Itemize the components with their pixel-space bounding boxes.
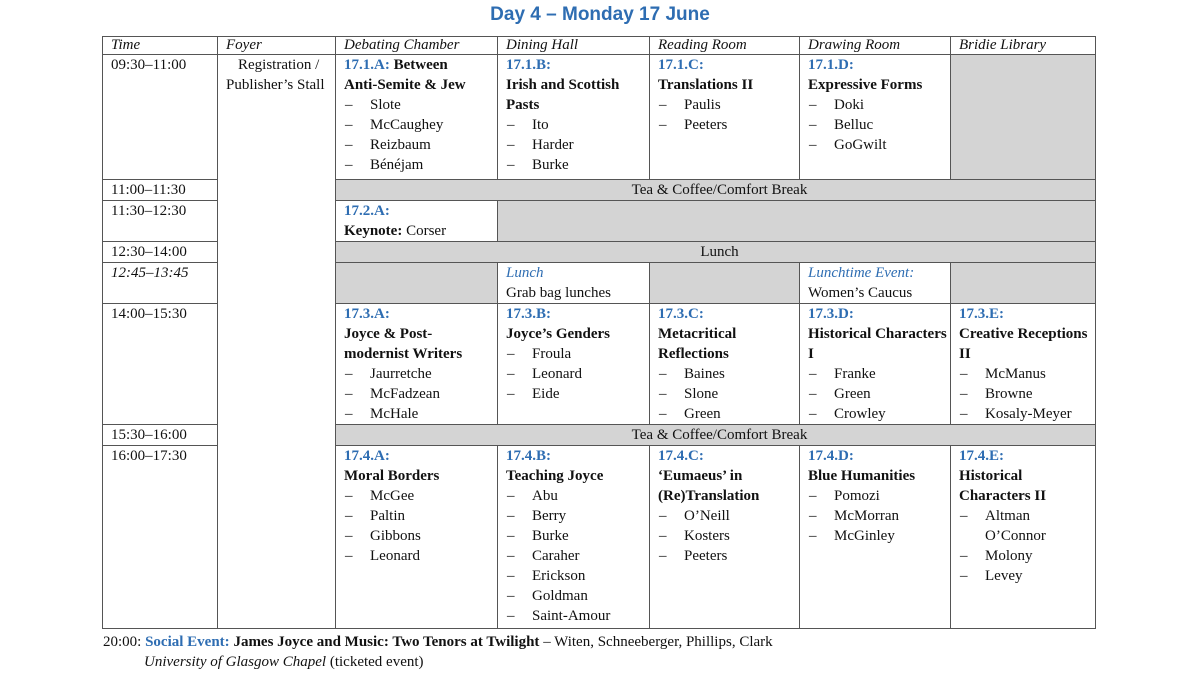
header-debating-chamber: Debating Chamber	[336, 37, 498, 55]
session-17-1-b	[498, 55, 650, 180]
time-cell: 16:00–17:30	[103, 446, 218, 629]
session-code: 17.3.C:	[658, 306, 704, 322]
list-item: – Pomozi	[808, 486, 950, 506]
foyer-line1: Registration /	[238, 57, 320, 73]
session-code: 17.4.A:	[344, 448, 390, 464]
time-cell: 12:30–14:00	[103, 242, 218, 263]
time-cell: 09:30–11:00	[103, 55, 218, 180]
list-item: – Franke	[808, 364, 950, 384]
list-item: – McManus	[959, 364, 1095, 384]
list-item: – Froula	[506, 344, 649, 364]
session-title: Joyce’s Genders	[506, 326, 611, 342]
social-event-time: 20:00:	[103, 634, 146, 650]
header-drawing-room: Drawing Room	[800, 37, 951, 55]
foyer-line2: Publisher’s Stall	[226, 77, 325, 93]
session-title: Historical Characters I	[808, 326, 947, 362]
session-17-2-a	[336, 201, 498, 242]
session-title: Moral Borders	[344, 468, 440, 484]
session-code: 17.4.B:	[506, 448, 551, 464]
list-item: – Slote	[344, 95, 497, 115]
social-event-people: – Witen, Schneeberger, Phillips, Clark	[539, 634, 773, 650]
session-17-4-c	[650, 446, 800, 629]
social-event-title: James Joyce and Music: Two Tenors at Twilight	[229, 634, 540, 650]
session-title: Translations II	[658, 77, 754, 93]
list-item: – Ito	[506, 115, 649, 135]
session-code: 17.1.B:	[506, 57, 551, 73]
list-item: – Burke	[506, 155, 649, 175]
social-event-venue-line	[103, 652, 773, 672]
list-item: – Peeters	[658, 546, 799, 566]
schedule-table	[102, 36, 1096, 629]
speaker-list	[344, 95, 497, 175]
session-17-4-a	[336, 446, 498, 629]
time-cell: 11:30–12:30	[103, 201, 218, 242]
speaker-list	[959, 364, 1095, 424]
session-code: 17.1.D:	[808, 57, 854, 73]
list-item: – Gibbons	[344, 526, 497, 546]
break-band: Tea & Coffee/Comfort Break	[336, 180, 1096, 201]
time-cell: 11:00–11:30	[103, 180, 218, 201]
list-item: – GoGwilt	[808, 135, 950, 155]
list-item: – Jaurretche	[344, 364, 497, 384]
session-17-1-c	[650, 55, 800, 180]
list-item: O’Connor	[985, 528, 1046, 544]
list-item: – Belluc	[808, 115, 950, 135]
empty-cell	[336, 263, 498, 304]
lunchtime-event-label: Lunchtime Event:	[808, 265, 915, 281]
social-event-line	[103, 632, 773, 652]
header-bridie-library: Bridie Library	[951, 37, 1096, 55]
session-17-4-d	[800, 446, 951, 629]
list-item: – McFadzean	[344, 384, 497, 404]
social-event-note: (ticketed event)	[326, 654, 424, 670]
list-item: – Peeters	[658, 115, 799, 135]
list-item: – Slone	[658, 384, 799, 404]
list-item: – Caraher	[506, 546, 649, 566]
session-code: 17.4.D:	[808, 448, 854, 464]
break-band: Tea & Coffee/Comfort Break	[336, 425, 1096, 446]
empty-cell	[650, 263, 800, 304]
social-event-venue: University of Glasgow Chapel	[144, 654, 327, 670]
empty-cell	[951, 55, 1096, 180]
keynote-label: Keynote:	[344, 223, 403, 239]
session-code: 17.1.A:	[344, 57, 390, 73]
session-code: 17.1.C:	[658, 57, 704, 73]
session-17-4-b	[498, 446, 650, 629]
table-row	[103, 55, 1096, 180]
session-code: 17.2.A:	[344, 203, 390, 219]
speaker-list	[506, 344, 649, 404]
foyer-cell	[218, 55, 336, 629]
list-item: – Levey	[959, 566, 1095, 586]
lunch-dining-cell	[498, 263, 650, 304]
session-title: Between	[389, 57, 448, 73]
session-code: 17.3.A:	[344, 306, 390, 322]
speaker-list	[658, 95, 799, 135]
session-17-3-e	[951, 304, 1096, 425]
list-item: – Burke	[506, 526, 649, 546]
list-item: – Kosters	[658, 526, 799, 546]
header-dining-hall: Dining Hall	[498, 37, 650, 55]
list-item: – Bénéjam	[344, 155, 497, 175]
session-title-cont: Anti-Semite & Jew	[344, 77, 466, 93]
list-item: – Harder	[506, 135, 649, 155]
header-time: Time	[103, 37, 218, 55]
list-item: – Saint-Amour	[506, 606, 649, 626]
page-title: Day 4 – Monday 17 June	[490, 4, 710, 25]
empty-cell	[951, 263, 1096, 304]
session-title: Creative Receptions II	[959, 326, 1088, 362]
list-item: – Goldman	[506, 586, 649, 606]
session-title: Historical Characters II	[959, 468, 1047, 504]
list-item: – Doki	[808, 95, 950, 115]
social-event-label: Social Event:	[145, 634, 230, 650]
session-title: Joyce & Post-modernist Writers	[344, 326, 463, 362]
lunchtime-event-cell	[800, 263, 951, 304]
list-item: – Leonard	[506, 364, 649, 384]
session-title: Expressive Forms	[808, 77, 923, 93]
list-item: – Leonard	[344, 546, 497, 566]
header-row	[103, 37, 1096, 55]
list-item: – McHale	[344, 404, 497, 424]
header-reading-room: Reading Room	[650, 37, 800, 55]
lunch-band: Lunch	[336, 242, 1096, 263]
speaker-list	[658, 506, 799, 566]
session-17-3-d	[800, 304, 951, 425]
session-17-1-d	[800, 55, 951, 180]
list-item: – Baines	[658, 364, 799, 384]
empty-cell	[498, 201, 1096, 242]
list-item: – Green	[808, 384, 950, 404]
time-cell: 12:45–13:45	[103, 263, 218, 304]
session-code: 17.4.E:	[959, 448, 1004, 464]
time-cell: 15:30–16:00	[103, 425, 218, 446]
session-code: 17.3.B:	[506, 306, 551, 322]
list-item: – O’Neill	[658, 506, 799, 526]
list-item: – Green	[658, 404, 799, 424]
session-17-3-a	[336, 304, 498, 425]
speaker-list	[506, 115, 649, 175]
session-title: Metacritical Reflections	[658, 326, 737, 362]
session-17-4-e	[951, 446, 1096, 629]
session-title: Blue Humanities	[808, 468, 916, 484]
list-item: – McGee	[344, 486, 497, 506]
lunch-text: Grab bag lunches	[506, 285, 611, 301]
list-item: – Crowley	[808, 404, 950, 424]
session-code: 17.4.C:	[658, 448, 704, 464]
social-event-footer	[103, 632, 773, 672]
session-17-3-b	[498, 304, 650, 425]
session-title: Teaching Joyce	[506, 468, 604, 484]
session-title: Irish and Scottish Pasts	[506, 77, 620, 113]
list-item: – Erickson	[506, 566, 649, 586]
lunchtime-event-text: Women’s Caucus	[808, 285, 913, 301]
speaker-list	[344, 364, 497, 424]
session-17-3-c	[650, 304, 800, 425]
list-item: – Altman	[959, 506, 1095, 526]
keynote-speaker: Corser	[402, 223, 447, 239]
list-item: – McGinley	[808, 526, 950, 546]
speaker-list	[506, 486, 649, 626]
speaker-list	[658, 364, 799, 424]
list-item: – Paulis	[658, 95, 799, 115]
list-item: – Molony	[959, 546, 1095, 566]
list-item: – McMorran	[808, 506, 950, 526]
session-title: ‘Eumaeus’ in (Re)Translation	[658, 468, 760, 504]
speaker-list	[808, 486, 950, 546]
session-code: 17.3.E:	[959, 306, 1004, 322]
session-code: 17.3.D:	[808, 306, 854, 322]
list-item: – Reizbaum	[344, 135, 497, 155]
speaker-list	[344, 486, 497, 566]
time-cell: 14:00–15:30	[103, 304, 218, 425]
lunch-label: Lunch	[506, 265, 544, 281]
speaker-list	[808, 95, 950, 155]
header-foyer: Foyer	[218, 37, 336, 55]
list-item: – Kosaly-Meyer	[959, 404, 1095, 424]
list-item: – Berry	[506, 506, 649, 526]
list-item: – Abu	[506, 486, 649, 506]
session-17-1-a	[336, 55, 498, 180]
list-item: – McCaughey	[344, 115, 497, 135]
list-item: – Eide	[506, 384, 649, 404]
list-item: – Paltin	[344, 506, 497, 526]
speaker-list	[959, 506, 1095, 586]
list-item: – Browne	[959, 384, 1095, 404]
speaker-list	[808, 364, 950, 424]
